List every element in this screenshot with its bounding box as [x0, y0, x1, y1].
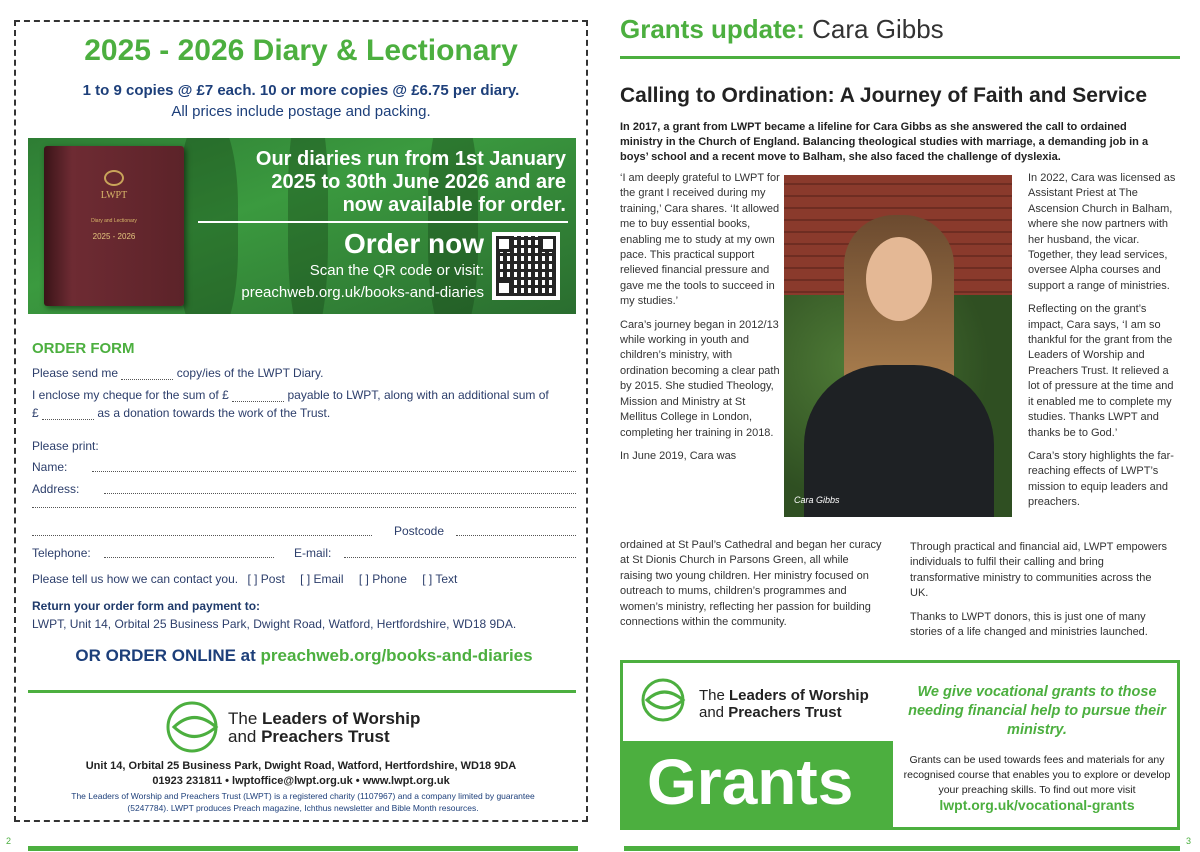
- org-name-pre-1: The: [228, 709, 263, 728]
- page-number-left: 2: [6, 836, 12, 846]
- grants-org-pre-2: and: [699, 704, 729, 721]
- article-paragraph: Thanks to LWPT donors, this is just one of many stories of a life changed and ministries launched.: [910, 610, 1148, 639]
- donation-label: as a donation towards the work of the Trust.: [97, 406, 331, 420]
- diary-title: 2025 - 2026 Diary & Lectionary: [84, 34, 518, 67]
- online-prefix: OR ORDER ONLINE at: [75, 646, 256, 665]
- postcode-label: Postcode: [394, 524, 445, 538]
- grants-org-bold-2: Preachers Trust: [728, 704, 842, 721]
- footer-divider: [28, 690, 576, 693]
- diary-book-image: [44, 146, 184, 306]
- promo-divider: [198, 221, 568, 223]
- promo-line-2: 2025 to 30th June 2026 and are: [271, 171, 566, 193]
- cheque-label-2: payable to LWPT, along with an additional sum of: [287, 388, 549, 402]
- please-print-label: Please print:: [32, 439, 99, 453]
- bottom-bar-right: [624, 846, 1180, 851]
- address-field-2[interactable]: [32, 496, 576, 508]
- diary-prices: 1 to 9 copies @ £7 each. 10 or more copies @ £6.75 per diary.: [82, 82, 520, 99]
- contact-text-checkbox[interactable]: [ ] Text: [422, 572, 458, 586]
- org-name-pre-2: and: [228, 727, 262, 746]
- fish-logo-icon: [164, 700, 234, 754]
- donation-currency: £: [32, 406, 39, 420]
- org-name: [228, 710, 420, 746]
- footer-address: Unit 14, Orbital 25 Business Park, Dwight Road, Watford, Hertfordshire, WD18 9DA: [85, 760, 517, 772]
- cheque-label: I enclose my cheque for the sum of £: [32, 388, 229, 402]
- scan-prompt: Scan the QR code or visit:: [309, 262, 484, 279]
- grants-org-bold-1: Leaders of Worship: [729, 687, 869, 704]
- name-field[interactable]: [92, 460, 576, 472]
- legal-line-1: The Leaders of Worship and Preachers Trust (LWPT) is a registered charity (1107967) and a company limited by guarantee: [71, 791, 535, 801]
- grants-headline: We give vocational grants to those needing financial help to pursue their ministry.: [908, 684, 1166, 738]
- return-title: Return your order form and payment to:: [32, 599, 261, 613]
- return-address: LWPT, Unit 14, Orbital 25 Business Park, Dwight Road, Watford, Hertfordshire, WD18 9DA.: [32, 617, 517, 631]
- cheque-amount-field[interactable]: [232, 401, 284, 402]
- article-column-1-wide: [620, 538, 882, 638]
- cara-gibbs-photo: [784, 175, 1012, 517]
- qr-code-icon[interactable]: [492, 232, 560, 300]
- org-name-bold-2: Preachers Trust: [261, 727, 390, 746]
- org-name-bold-1: Leaders of Worship: [262, 709, 421, 728]
- header-rule: [620, 56, 1180, 59]
- article-paragraph: ‘I am deeply grateful to LWPT for the grant I received during my training,’ Cara shares. ‘It allowed me to buy essential books, enabling me to study at my own pace. This practical support relieved financial pressure and gave me the tools to succeed in my studies.’: [620, 172, 780, 308]
- donation-amount-field[interactable]: [42, 419, 94, 420]
- article-paragraph: Cara’s story highlights the far-reaching effects of LWPT’s mission to equip leaders and preachers.: [1028, 449, 1174, 509]
- book-years: 2025 - 2026: [92, 232, 136, 241]
- article-column-3-wide: [910, 540, 1172, 648]
- postcode-field[interactable]: [456, 524, 576, 536]
- order-form-page: [14, 20, 588, 822]
- telephone-field[interactable]: [104, 546, 274, 558]
- diary-postage: All prices include postage and packing.: [171, 103, 431, 120]
- name-label: Name:: [32, 460, 68, 474]
- footer-contact: 01923 231811 • lwptoffice@lwpt.org.uk • www.lwpt.org.uk: [152, 775, 450, 787]
- copies-label: Please send me: [32, 366, 119, 380]
- article-title: Calling to Ordination: A Journey of Faith and Service: [620, 84, 1147, 107]
- promo-line-1: Our diaries run from 1st January: [255, 148, 566, 170]
- article-paragraph: Through practical and financial aid, LWPT empowers individuals to fulfil their calling and bring transformative ministry to communities across the UK.: [910, 541, 1167, 600]
- contact-phone-checkbox[interactable]: [ ] Phone: [358, 572, 407, 586]
- section-header: [620, 14, 944, 45]
- contact-email-checkbox[interactable]: [ ] Email: [300, 572, 344, 586]
- page-number-right: 3: [1186, 836, 1192, 846]
- article-column-1: [620, 171, 780, 472]
- grants-org-name: [699, 687, 869, 721]
- footer-legal: [46, 790, 560, 814]
- grants-link[interactable]: lwpt.org.uk/vocational-grants: [939, 797, 1135, 813]
- fish-logo-icon: [104, 170, 124, 186]
- grants-description: Grants can be used towards fees and materials for any recognised course that enables you to explore or develop your preaching skills. To find out more visit: [903, 754, 1171, 796]
- diary-promo-banner: [28, 138, 576, 314]
- book-brand: LWPT: [100, 190, 128, 201]
- article-paragraph: In June 2019, Cara was: [620, 449, 737, 462]
- photo-caption: Cara Gibbs: [794, 495, 840, 505]
- promo-url[interactable]: preachweb.org.uk/books-and-diaries: [241, 284, 484, 301]
- section-header-label: Grants update:: [620, 14, 805, 44]
- order-now-heading: Order now: [343, 228, 484, 259]
- telephone-label: Telephone:: [32, 546, 91, 560]
- article-intro: In 2017, a grant from LWPT became a lifeline for Cara Gibbs as she answered the call to ordained ministry in the Church of England. Balancing theological studies with marriage, a demanding job in a boys’ school and a recent move to Balham, she also faced the challenge of dyslexia.: [620, 121, 1149, 163]
- address-label: Address:: [32, 482, 80, 496]
- grants-org-pre-1: The: [699, 687, 730, 704]
- email-label: E-mail:: [294, 546, 332, 560]
- contact-prompt: Please tell us how we can contact you.: [32, 572, 239, 586]
- legal-line-2: (5247784). LWPT produces Preach magazine, Ichthus newsletter and Bible Month resources.: [127, 803, 479, 813]
- grants-block: [623, 741, 893, 830]
- address-field-3[interactable]: [32, 524, 372, 536]
- email-field[interactable]: [344, 546, 576, 558]
- address-field-1[interactable]: [104, 482, 576, 494]
- online-order-link[interactable]: preachweb.org/books-and-diaries: [260, 646, 533, 665]
- promo-line-3: now available for order.: [342, 194, 566, 216]
- promo-text: [198, 148, 566, 217]
- copies-label-2: copy/ies of the LWPT Diary.: [176, 366, 324, 380]
- contact-post-checkbox[interactable]: [ ] Post: [247, 572, 285, 586]
- section-header-name: Cara Gibbs: [812, 14, 944, 44]
- book-subtitle: Diary and Lectionary: [91, 218, 137, 224]
- article-paragraph: ordained at St Paul’s Cathedral and began her curacy at St Dionis Church in Parsons Green, all while raising two young children. Her ministry focused on outreach to mums, children’s programmes and women’s ministry, reflecting her passion for building connections within the community.: [620, 539, 882, 629]
- grants-advert: [620, 660, 1180, 830]
- article-paragraph: In 2022, Cara was licensed as Assistant Priest at The Ascension Church in Balham, where she now partners with her husband, the vicar. Together, they lead services, oversee Alpha courses and support a range of ministries.: [1028, 172, 1176, 292]
- copies-field[interactable]: [121, 379, 173, 380]
- grants-word: Grants: [647, 746, 854, 818]
- fish-logo-icon: [639, 677, 695, 723]
- article-paragraph: Reflecting on the grant’s impact, Cara says, ‘I am so thankful for the grant from the Leaders of Worship and Preachers Trust. It relieved a lot of pressure at the time and it enabled me to complete my studies. Thanks LWPT and thanks be to God.’: [1028, 303, 1174, 439]
- order-form-title: ORDER FORM: [32, 340, 135, 357]
- article-column-3: [1028, 171, 1180, 519]
- bottom-bar-left: [28, 846, 578, 851]
- article-paragraph: Cara’s journey began in 2012/13 while working in youth and children’s ministry, with ordination becoming a clear path by 2015. She studied Theology, Mission and Ministry at St Mellitus College in London, completing her training in 2018.: [620, 318, 780, 439]
